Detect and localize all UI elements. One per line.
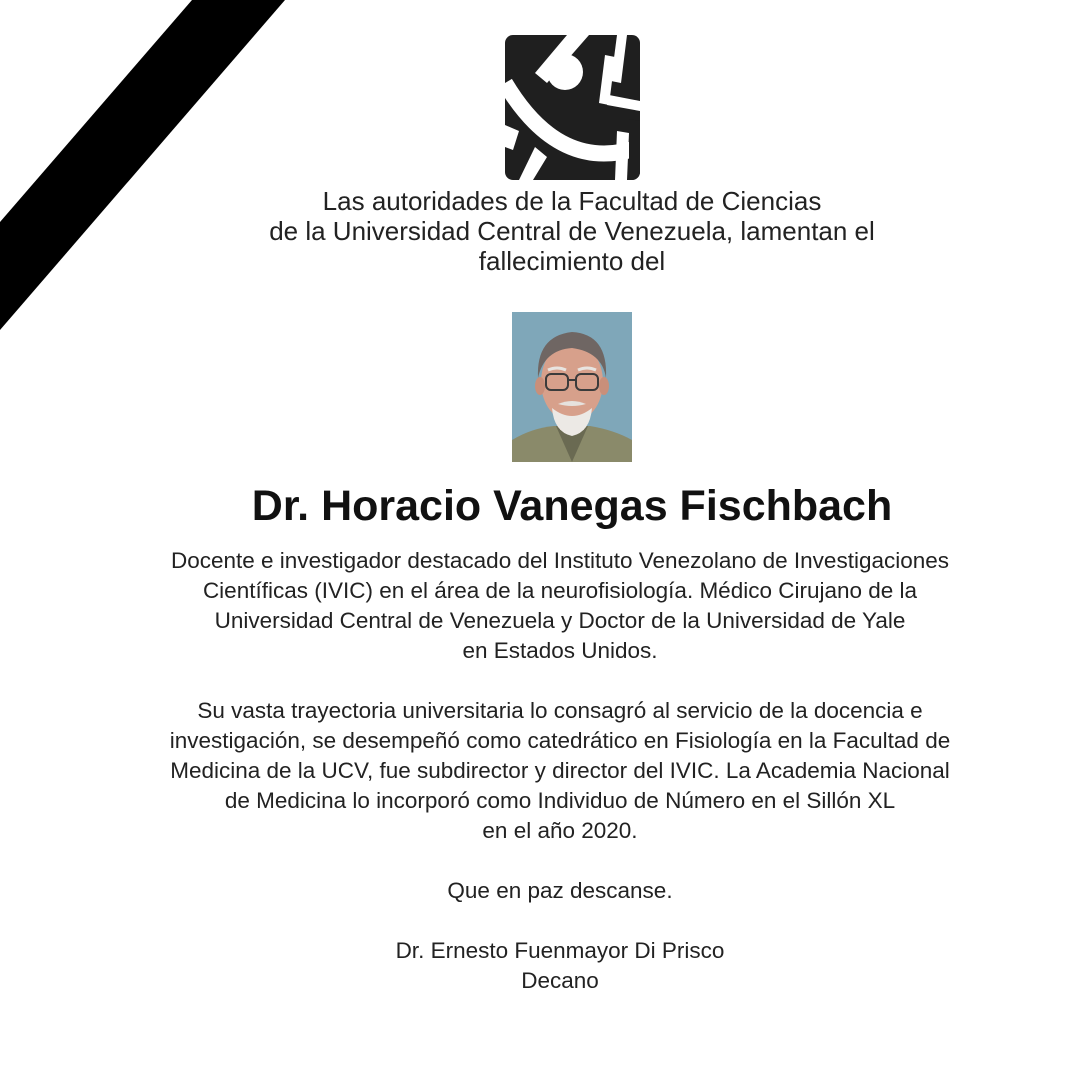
bio-line: Universidad Central de Venezuela y Doctor de la Universidad de Yale bbox=[214, 608, 906, 633]
bio-line: Su vasta trayectoria universitaria lo consagró al servicio de la docencia e bbox=[197, 698, 923, 723]
bio-line: en Estados Unidos. bbox=[462, 638, 658, 663]
signatory-title: Decano bbox=[521, 968, 599, 993]
biography bbox=[0, 546, 1080, 996]
bio-line: Medicina de la UCV, fue subdirector y director del IVIC. La Academia Nacional bbox=[170, 758, 950, 783]
deceased-name: Dr. Horacio Vanegas Fischbach bbox=[251, 482, 893, 530]
intro-text bbox=[0, 186, 1080, 276]
intro-line: de la Universidad Central de Venezuela, lamentan el bbox=[269, 216, 875, 246]
paragraph-spacer bbox=[0, 846, 1080, 876]
paragraph-spacer bbox=[0, 906, 1080, 936]
mourning-ribbon-icon bbox=[0, 0, 300, 340]
bio-line: investigación, se desempeñó como catedrático en Fisiología en la Facultad de bbox=[169, 728, 951, 753]
intro-line: Las autoridades de la Facultad de Ciencias bbox=[322, 186, 822, 216]
faculty-logo-icon bbox=[505, 35, 640, 180]
bio-line: Docente e investigador destacado del Instituto Venezolano de Investigaciones bbox=[170, 548, 950, 573]
bio-line: de Medicina lo incorporó como Individuo de Número en el Sillón XL bbox=[224, 788, 896, 813]
portrait-photo bbox=[512, 312, 632, 462]
signatory-name: Dr. Ernesto Fuenmayor Di Prisco bbox=[395, 938, 725, 963]
farewell-text: Que en paz descanse. bbox=[447, 878, 673, 903]
bio-line: Científicas (IVIC) en el área de la neurofisiología. Médico Cirujano de la bbox=[202, 578, 918, 603]
paragraph-spacer bbox=[0, 666, 1080, 696]
bio-line: en el año 2020. bbox=[482, 818, 638, 843]
intro-line: fallecimiento del bbox=[478, 246, 666, 276]
